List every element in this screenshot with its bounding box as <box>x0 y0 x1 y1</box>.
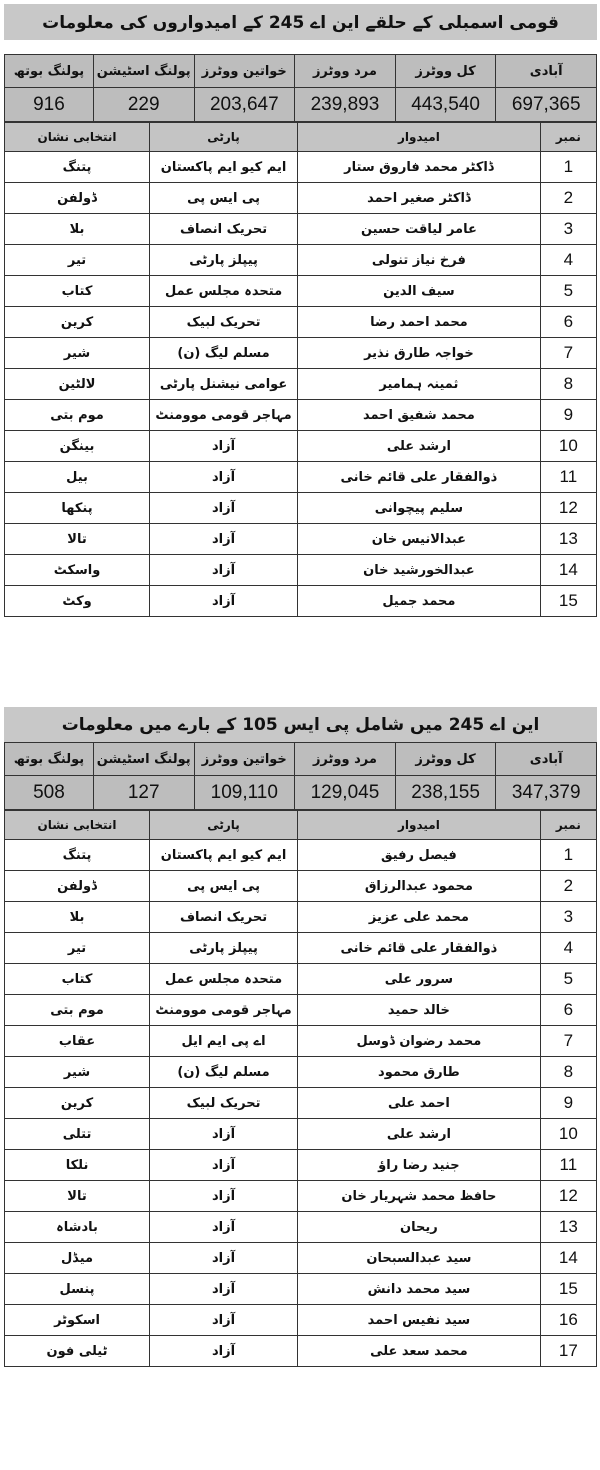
candidate-party: آزاد <box>150 1212 298 1243</box>
candidate-row <box>5 1057 597 1088</box>
candidate-symbol: نلکا <box>5 1150 150 1181</box>
candidate-row <box>5 431 597 462</box>
stat-header-male-voters: مرد ووٹرز <box>295 55 396 88</box>
candidate-party: متحدہ مجلس عمل <box>150 276 298 307</box>
candidate-party: آزاد <box>150 462 298 493</box>
candidate-party: آزاد <box>150 1243 298 1274</box>
candidate-number: 9 <box>540 1088 596 1119</box>
stat-total-voters: 238,155 <box>395 776 496 810</box>
candidate-name: ذوالفقار علی قائم خانی <box>298 933 541 964</box>
candidate-row <box>5 1274 597 1305</box>
candidate-number: 10 <box>540 1119 596 1150</box>
candidate-symbol: میڈل <box>5 1243 150 1274</box>
candidate-number: 13 <box>540 524 596 555</box>
candidate-symbol: پتنگ <box>5 840 150 871</box>
candidate-party: مسلم لیگ (ن) <box>150 338 298 369</box>
candidate-name: محمود عبدالرزاق <box>298 871 541 902</box>
candidates-table <box>4 810 597 1367</box>
candidate-number: 12 <box>540 493 596 524</box>
candidate-party: متحدہ مجلس عمل <box>150 964 298 995</box>
candidate-row <box>5 964 597 995</box>
candidate-name: محمد جمیل <box>298 586 541 617</box>
candidate-symbol: واسکٹ <box>5 555 150 586</box>
candidate-symbol: کرین <box>5 307 150 338</box>
candidate-symbol: تتلی <box>5 1119 150 1150</box>
candidate-row <box>5 183 597 214</box>
candidate-party: تحریک لبیک <box>150 307 298 338</box>
ps-105-section <box>4 707 597 1367</box>
candidate-party: آزاد <box>150 1181 298 1212</box>
candidate-row <box>5 493 597 524</box>
candidate-name: احمد علی <box>298 1088 541 1119</box>
candidate-row <box>5 400 597 431</box>
candidate-symbol: تیر <box>5 933 150 964</box>
stat-polling-booths: 508 <box>5 776 94 810</box>
candidate-row <box>5 338 597 369</box>
stat-population: 697,365 <box>496 88 597 122</box>
candidate-symbol: اسکوٹر <box>5 1305 150 1336</box>
candidate-row <box>5 214 597 245</box>
candidate-name: عامر لیاقت حسین <box>298 214 541 245</box>
stat-population: 347,379 <box>496 776 597 810</box>
candidate-symbol: بلا <box>5 214 150 245</box>
stat-header-polling-booths: پولنگ بوتھ <box>5 743 94 776</box>
candidate-name: طارق محمود <box>298 1057 541 1088</box>
candidate-party: پی ایس پی <box>150 871 298 902</box>
header-symbol: انتخابی نشان <box>5 811 150 840</box>
candidate-number: 5 <box>540 276 596 307</box>
candidate-name: جنید رضا راؤ <box>298 1150 541 1181</box>
candidate-row <box>5 276 597 307</box>
candidate-symbol: پنکھا <box>5 493 150 524</box>
candidate-name: حافظ محمد شہریار خان <box>298 1181 541 1212</box>
candidate-symbol: تیر <box>5 245 150 276</box>
candidate-symbol: تالا <box>5 1181 150 1212</box>
candidate-number: 8 <box>540 1057 596 1088</box>
candidate-name: فرخ نیاز تنولی <box>298 245 541 276</box>
candidate-name: سید محمد دانش <box>298 1274 541 1305</box>
stat-header-polling-stations: پولنگ اسٹیشن <box>93 743 194 776</box>
candidate-party: تحریک لبیک <box>150 1088 298 1119</box>
candidate-name: محمد شفیق احمد <box>298 400 541 431</box>
candidate-number: 16 <box>540 1305 596 1336</box>
candidate-symbol: بلا <box>5 902 150 933</box>
stat-header-population: آبادی <box>496 55 597 88</box>
candidate-number: 6 <box>540 307 596 338</box>
header-symbol: انتخابی نشان <box>5 123 150 152</box>
candidate-number: 1 <box>540 840 596 871</box>
candidate-name: ارشد علی <box>298 431 541 462</box>
stats-header-row <box>5 743 597 776</box>
candidate-row <box>5 1212 597 1243</box>
candidate-number: 7 <box>540 1026 596 1057</box>
stat-female-voters: 203,647 <box>194 88 295 122</box>
candidate-party: آزاد <box>150 1150 298 1181</box>
candidate-number: 5 <box>540 964 596 995</box>
candidate-name: ثمینہ ہمامیر <box>298 369 541 400</box>
candidate-party: اے پی ایم ایل <box>150 1026 298 1057</box>
candidate-number: 2 <box>540 871 596 902</box>
candidate-number: 1 <box>540 152 596 183</box>
stats-table <box>4 742 597 810</box>
candidate-row <box>5 369 597 400</box>
candidate-number: 10 <box>540 431 596 462</box>
candidate-row <box>5 1181 597 1212</box>
candidate-symbol: لالٹین <box>5 369 150 400</box>
candidate-symbol: بیل <box>5 462 150 493</box>
candidate-row <box>5 1119 597 1150</box>
candidate-party: پیپلز پارٹی <box>150 933 298 964</box>
candidate-number: 14 <box>540 555 596 586</box>
stat-header-population: آبادی <box>496 743 597 776</box>
candidate-number: 3 <box>540 214 596 245</box>
candidate-number: 4 <box>540 933 596 964</box>
candidate-row <box>5 586 597 617</box>
stat-polling-stations: 127 <box>93 776 194 810</box>
stat-header-total-voters: کل ووٹرز <box>395 55 496 88</box>
candidate-party: آزاد <box>150 555 298 586</box>
header-number: نمبر <box>540 811 596 840</box>
candidate-symbol: تالا <box>5 524 150 555</box>
candidate-number: 12 <box>540 1181 596 1212</box>
candidate-symbol: ٹیلی فون <box>5 1336 150 1367</box>
candidate-name: سید نفیس احمد <box>298 1305 541 1336</box>
header-candidate: امیدوار <box>298 123 541 152</box>
candidate-number: 6 <box>540 995 596 1026</box>
candidate-party: تحریک انصاف <box>150 214 298 245</box>
candidate-party: مہاجر قومی موومنٹ <box>150 400 298 431</box>
candidate-party: مسلم لیگ (ن) <box>150 1057 298 1088</box>
candidate-name: خالد حمید <box>298 995 541 1026</box>
candidate-symbol: وکٹ <box>5 586 150 617</box>
candidate-symbol: عقاب <box>5 1026 150 1057</box>
candidate-symbol: ڈولفن <box>5 871 150 902</box>
candidate-party: تحریک انصاف <box>150 902 298 933</box>
candidate-row <box>5 462 597 493</box>
candidate-number: 15 <box>540 1274 596 1305</box>
candidate-party: ایم کیو ایم پاکستان <box>150 152 298 183</box>
candidate-name: فیصل رفیق <box>298 840 541 871</box>
candidate-row <box>5 1243 597 1274</box>
candidate-number: 8 <box>540 369 596 400</box>
candidate-name: ڈاکٹر محمد فاروق ستار <box>298 152 541 183</box>
candidate-name: سیف الدین <box>298 276 541 307</box>
candidate-party: آزاد <box>150 1336 298 1367</box>
candidate-symbol: موم بتی <box>5 995 150 1026</box>
candidate-name: سلیم پیچوانی <box>298 493 541 524</box>
candidate-symbol: شیر <box>5 338 150 369</box>
candidate-name: عبدالخورشید خان <box>298 555 541 586</box>
candidate-row <box>5 1150 597 1181</box>
candidate-row <box>5 933 597 964</box>
section-title: این اے 245 میں شامل پی ایس 105 کے بارے میں معلومات <box>4 707 597 742</box>
candidate-symbol: کتاب <box>5 276 150 307</box>
candidate-party: آزاد <box>150 524 298 555</box>
candidate-symbol: بادشاہ <box>5 1212 150 1243</box>
candidate-row <box>5 555 597 586</box>
candidate-number: 2 <box>540 183 596 214</box>
candidates-header-row <box>5 811 597 840</box>
stat-polling-stations: 229 <box>93 88 194 122</box>
candidate-name: محمد سعد علی <box>298 1336 541 1367</box>
candidate-name: ڈاکٹر صغیر احمد <box>298 183 541 214</box>
candidate-number: 11 <box>540 462 596 493</box>
candidate-row <box>5 1088 597 1119</box>
candidates-table <box>4 122 597 617</box>
header-party: پارٹی <box>150 811 298 840</box>
candidate-row <box>5 1305 597 1336</box>
stat-header-male-voters: مرد ووٹرز <box>295 743 396 776</box>
candidate-symbol: بینگن <box>5 431 150 462</box>
candidate-row <box>5 1026 597 1057</box>
candidate-symbol: ڈولفن <box>5 183 150 214</box>
candidate-name: ریحان <box>298 1212 541 1243</box>
candidate-party: آزاد <box>150 431 298 462</box>
candidate-number: 7 <box>540 338 596 369</box>
candidate-row <box>5 871 597 902</box>
header-number: نمبر <box>540 123 596 152</box>
candidate-number: 14 <box>540 1243 596 1274</box>
stat-male-voters: 129,045 <box>295 776 396 810</box>
candidate-name: خواجہ طارق نذیر <box>298 338 541 369</box>
candidate-name: سرور علی <box>298 964 541 995</box>
candidates-header-row <box>5 123 597 152</box>
section-title: قومی اسمبلی کے حلقے این اے 245 کے امیدواروں کی معلومات <box>4 4 597 40</box>
na-245-section <box>4 4 597 617</box>
candidate-symbol: شیر <box>5 1057 150 1088</box>
candidate-number: 3 <box>540 902 596 933</box>
candidate-party: آزاد <box>150 493 298 524</box>
candidate-name: محمد احمد رضا <box>298 307 541 338</box>
candidate-symbol: موم بتی <box>5 400 150 431</box>
candidate-party: آزاد <box>150 1119 298 1150</box>
candidate-symbol: پتنگ <box>5 152 150 183</box>
candidate-party: آزاد <box>150 586 298 617</box>
candidate-row <box>5 245 597 276</box>
candidate-symbol: کرین <box>5 1088 150 1119</box>
candidate-row <box>5 1336 597 1367</box>
candidate-party: عوامی نیشنل پارٹی <box>150 369 298 400</box>
stat-header-polling-stations: پولنگ اسٹیشن <box>93 55 194 88</box>
header-candidate: امیدوار <box>298 811 541 840</box>
candidate-party: آزاد <box>150 1274 298 1305</box>
candidate-row <box>5 995 597 1026</box>
candidate-number: 9 <box>540 400 596 431</box>
candidate-number: 13 <box>540 1212 596 1243</box>
candidate-symbol: کتاب <box>5 964 150 995</box>
stat-header-female-voters: خواتین ووٹرز <box>194 743 295 776</box>
header-party: پارٹی <box>150 123 298 152</box>
candidate-number: 15 <box>540 586 596 617</box>
candidate-name: ذوالفقار علی قائم خانی <box>298 462 541 493</box>
stats-header-row <box>5 55 597 88</box>
candidate-name: سید عبدالسبحان <box>298 1243 541 1274</box>
stat-male-voters: 239,893 <box>295 88 396 122</box>
candidate-number: 17 <box>540 1336 596 1367</box>
stat-polling-booths: 916 <box>5 88 94 122</box>
stat-female-voters: 109,110 <box>194 776 295 810</box>
candidate-number: 11 <box>540 1150 596 1181</box>
stat-total-voters: 443,540 <box>395 88 496 122</box>
candidate-name: محمد رضوان ڈوسل <box>298 1026 541 1057</box>
candidate-row <box>5 524 597 555</box>
candidate-party: مہاجر قومی موومنٹ <box>150 995 298 1026</box>
candidate-party: ایم کیو ایم پاکستان <box>150 840 298 871</box>
candidate-party: آزاد <box>150 1305 298 1336</box>
stat-header-female-voters: خواتین ووٹرز <box>194 55 295 88</box>
candidate-name: محمد علی عزیز <box>298 902 541 933</box>
candidate-name: عبدالانیس خان <box>298 524 541 555</box>
candidate-party: پی ایس پی <box>150 183 298 214</box>
candidate-number: 4 <box>540 245 596 276</box>
candidate-row <box>5 307 597 338</box>
candidate-symbol: پنسل <box>5 1274 150 1305</box>
stats-table <box>4 54 597 122</box>
stats-value-row <box>5 88 597 122</box>
stat-header-polling-booths: پولنگ بوتھ <box>5 55 94 88</box>
candidate-row <box>5 152 597 183</box>
stat-header-total-voters: کل ووٹرز <box>395 743 496 776</box>
stats-value-row <box>5 776 597 810</box>
candidate-row <box>5 902 597 933</box>
candidate-party: پیپلز پارٹی <box>150 245 298 276</box>
candidate-name: ارشد علی <box>298 1119 541 1150</box>
candidate-row <box>5 840 597 871</box>
